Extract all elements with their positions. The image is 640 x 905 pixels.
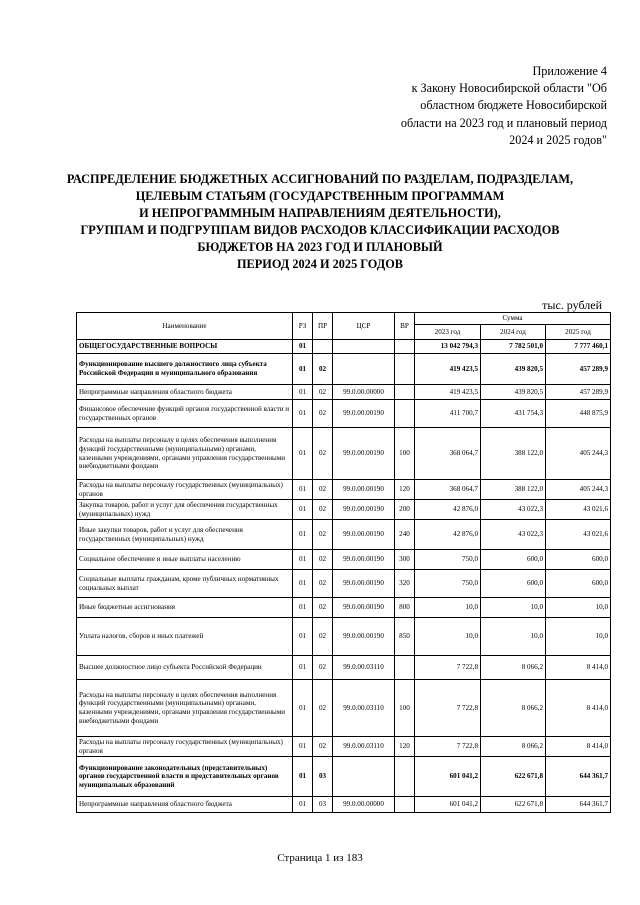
title-line: ГРУППАМ И ПОДГРУППАМ ВИДОВ РАСХОДОВ КЛАССИФИКАЦИИ РАСХОДОВ — [80, 223, 560, 238]
row-vr-cell: 200 — [395, 500, 415, 520]
row-rz-cell: 01 — [293, 656, 313, 680]
row-pr-cell: 02 — [313, 737, 333, 757]
row-vr-cell: 120 — [395, 737, 415, 757]
row-2025-cell: 457 289,9 — [546, 385, 611, 400]
row-2025-cell: 600,0 — [546, 570, 611, 598]
row-2023-cell: 601 041,2 — [415, 757, 481, 797]
row-name-cell: Социальные выплаты гражданам, кроме публичных нормативных социальных выплат — [77, 570, 293, 598]
table-row — [77, 480, 611, 500]
row-pr-cell: 02 — [313, 400, 333, 428]
row-pr-cell: 03 — [313, 797, 333, 813]
row-rz-cell: 01 — [293, 500, 313, 520]
annex-caption — [347, 63, 607, 149]
row-vr-cell — [395, 354, 415, 385]
row-2023-cell: 601 041,2 — [415, 797, 481, 813]
row-rz-cell: 01 — [293, 428, 313, 480]
header-name: Наименование — [77, 313, 293, 340]
row-vr-cell: 120 — [395, 480, 415, 500]
row-csr-cell: 99.0.00.00190 — [333, 400, 395, 428]
row-rz-cell: 01 — [293, 340, 313, 354]
row-name-cell: Расходы на выплаты персоналу в целях обеспечения выполнения функций государственными (муниципальными) органами, казенными учреждениями, органами управления государственными внебюджетными фондами — [77, 428, 293, 480]
row-2024-cell: 7 782 501,0 — [481, 340, 546, 354]
row-vr-cell: 850 — [395, 618, 415, 656]
row-2023-cell: 368 064,7 — [415, 428, 481, 480]
row-2025-cell: 43 021,6 — [546, 500, 611, 520]
row-vr-cell: 100 — [395, 680, 415, 737]
row-2025-cell: 448 875,9 — [546, 400, 611, 428]
row-vr-cell — [395, 400, 415, 428]
document-title — [40, 171, 600, 274]
row-vr-cell — [395, 340, 415, 354]
annex-line: 2024 и 2025 годов" — [509, 132, 607, 147]
row-2023-cell: 42 876,0 — [415, 520, 481, 550]
row-csr-cell — [333, 354, 395, 385]
row-csr-cell — [333, 340, 395, 354]
row-2023-cell: 7 722,8 — [415, 737, 481, 757]
row-name-cell: Функционирование высшего должностного лица субъекта Российской Федерации и муниципального образования — [77, 354, 293, 385]
row-name-cell: Функционирование законодательных (представительных) органов государственной власти и представительных органов муниципальных образований — [77, 757, 293, 797]
annex-line: областном бюджете Новосибирской — [420, 98, 607, 113]
row-rz-cell: 01 — [293, 797, 313, 813]
row-2025-cell: 10,0 — [546, 618, 611, 656]
row-2023-cell: 750,0 — [415, 570, 481, 598]
title-line: РАСПРЕДЕЛЕНИЕ БЮДЖЕТНЫХ АССИГНОВАНИЙ ПО РАЗДЕЛАМ, ПОДРАЗДЕЛАМ, — [66, 172, 574, 186]
row-2023-cell: 10,0 — [415, 598, 481, 618]
table-row — [77, 385, 611, 400]
page-footer: Страница 1 из 183 — [277, 852, 363, 864]
row-2024-cell: 10,0 — [481, 598, 546, 618]
row-2024-cell: 43 022,3 — [481, 500, 546, 520]
row-pr-cell: 02 — [313, 656, 333, 680]
row-vr-cell: 300 — [395, 550, 415, 570]
title-line: И НЕПРОГРАММНЫМ НАПРАВЛЕНИЯМ ДЕЯТЕЛЬНОСТИ), — [139, 206, 501, 221]
row-2025-cell: 405 244,3 — [546, 480, 611, 500]
row-csr-cell: 99.0.00.00000 — [333, 385, 395, 400]
row-pr-cell: 02 — [313, 680, 333, 737]
row-csr-cell: 99.0.00.00190 — [333, 428, 395, 480]
table-row — [77, 737, 611, 757]
table-row — [77, 797, 611, 813]
table-row — [77, 757, 611, 797]
row-name-cell: Расходы на выплаты персоналу в целях обеспечения выполнения функций государственными (муниципальными) органами, казенными учреждениями, органами управления государственными внебюджетными фондами — [77, 680, 293, 737]
row-2024-cell: 43 022,3 — [481, 520, 546, 550]
header-sum: Сумма — [415, 313, 611, 325]
row-2025-cell: 457 289,9 — [546, 354, 611, 385]
row-pr-cell: 02 — [313, 480, 333, 500]
budget-table — [76, 312, 611, 813]
table-row — [77, 570, 611, 598]
header-2025: 2025 год — [546, 325, 611, 340]
table-row — [77, 354, 611, 385]
row-csr-cell: 99.0.00.00190 — [333, 500, 395, 520]
header-2024: 2024 год — [481, 325, 546, 340]
table-row — [77, 340, 611, 354]
row-pr-cell: 02 — [313, 618, 333, 656]
title-line: ПЕРИОД 2024 И 2025 ГОДОВ — [236, 257, 403, 272]
row-pr-cell: 02 — [313, 500, 333, 520]
row-name-cell: Непрограммные направления областного бюджета — [77, 385, 293, 400]
row-vr-cell — [395, 757, 415, 797]
row-pr-cell: 02 — [313, 428, 333, 480]
row-2025-cell: 644 361,7 — [546, 797, 611, 813]
row-rz-cell: 01 — [293, 737, 313, 757]
row-vr-cell — [395, 656, 415, 680]
row-vr-cell: 800 — [395, 598, 415, 618]
row-2025-cell: 644 361,7 — [546, 757, 611, 797]
table-row — [77, 656, 611, 680]
row-vr-cell — [395, 385, 415, 400]
row-rz-cell: 01 — [293, 520, 313, 550]
row-pr-cell: 02 — [313, 354, 333, 385]
row-csr-cell: 99.0.00.00190 — [333, 550, 395, 570]
row-2024-cell: 622 671,8 — [481, 757, 546, 797]
header-pr: ПР — [313, 313, 333, 340]
row-2025-cell: 43 021,6 — [546, 520, 611, 550]
row-pr-cell — [313, 340, 333, 354]
row-2024-cell: 8 066,2 — [481, 656, 546, 680]
row-name-cell: Иные закупки товаров, работ и услуг для обеспечения государственных (муниципальных) нужд — [77, 520, 293, 550]
row-rz-cell: 01 — [293, 400, 313, 428]
row-rz-cell: 01 — [293, 618, 313, 656]
row-2025-cell: 10,0 — [546, 598, 611, 618]
table-row — [77, 520, 611, 550]
title-line: БЮДЖЕТОВ НА 2023 ГОД И ПЛАНОВЫЙ — [197, 240, 443, 255]
row-name-cell: Закупка товаров, работ и услуг для обеспечения государственных (муниципальных) нужд — [77, 500, 293, 520]
row-2025-cell: 600,0 — [546, 550, 611, 570]
row-2023-cell: 42 876,0 — [415, 500, 481, 520]
title-line: ЦЕЛЕВЫМ СТАТЬЯМ (ГОСУДАРСТВЕННЫМ ПРОГРАММАМ — [135, 189, 505, 204]
row-2023-cell: 7 722,8 — [415, 656, 481, 680]
table-row — [77, 400, 611, 428]
header-rz: РЗ — [293, 313, 313, 340]
row-2023-cell: 419 423,5 — [415, 385, 481, 400]
row-pr-cell: 02 — [313, 570, 333, 598]
row-vr-cell: 320 — [395, 570, 415, 598]
row-2025-cell: 8 414,0 — [546, 656, 611, 680]
row-2024-cell: 622 671,8 — [481, 797, 546, 813]
row-pr-cell: 03 — [313, 757, 333, 797]
row-pr-cell: 02 — [313, 550, 333, 570]
row-2024-cell: 10,0 — [481, 618, 546, 656]
row-2024-cell: 8 066,2 — [481, 680, 546, 737]
row-csr-cell: 99.0.00.03110 — [333, 680, 395, 737]
row-2023-cell: 10,0 — [415, 618, 481, 656]
row-2024-cell: 388 122,0 — [481, 428, 546, 480]
row-2023-cell: 411 700,7 — [415, 400, 481, 428]
row-rz-cell: 01 — [293, 480, 313, 500]
annex-line: к Закону Новосибирской области "Об — [411, 81, 607, 96]
table-row — [77, 550, 611, 570]
header-csr: ЦСР — [333, 313, 395, 340]
row-csr-cell: 99.0.00.00190 — [333, 598, 395, 618]
row-csr-cell: 99.0.00.00190 — [333, 570, 395, 598]
table-body — [77, 340, 611, 813]
row-rz-cell: 01 — [293, 354, 313, 385]
row-csr-cell: 99.0.00.00190 — [333, 480, 395, 500]
row-rz-cell: 01 — [293, 680, 313, 737]
row-csr-cell: 99.0.00.03110 — [333, 737, 395, 757]
row-2025-cell: 405 244,3 — [546, 428, 611, 480]
row-vr-cell: 240 — [395, 520, 415, 550]
row-name-cell: Расходы на выплаты персоналу государственных (муниципальных) органов — [77, 480, 293, 500]
row-csr-cell: 99.0.00.00190 — [333, 520, 395, 550]
header-2023: 2023 год — [415, 325, 481, 340]
table-row — [77, 500, 611, 520]
row-name-cell: ОБЩЕГОСУДАРСТВЕННЫЕ ВОПРОСЫ — [77, 340, 293, 354]
row-pr-cell: 02 — [313, 598, 333, 618]
row-2023-cell: 368 064,7 — [415, 480, 481, 500]
row-2024-cell: 439 820,5 — [481, 354, 546, 385]
table-row — [77, 680, 611, 737]
row-2024-cell: 600,0 — [481, 550, 546, 570]
row-2024-cell: 431 754,3 — [481, 400, 546, 428]
table-row — [77, 618, 611, 656]
annex-line: области на 2023 год и плановый период — [400, 115, 607, 130]
row-2024-cell: 8 066,2 — [481, 737, 546, 757]
table-row — [77, 428, 611, 480]
row-name-cell: Социальное обеспечение и иные выплаты населению — [77, 550, 293, 570]
row-rz-cell: 01 — [293, 385, 313, 400]
row-2023-cell: 7 722,8 — [415, 680, 481, 737]
row-csr-cell: 99.0.00.03110 — [333, 656, 395, 680]
row-2023-cell: 750,0 — [415, 550, 481, 570]
row-name-cell: Высшее должностное лицо субъекта Российской Федерации — [77, 656, 293, 680]
row-2025-cell: 7 777 460,1 — [546, 340, 611, 354]
row-rz-cell: 01 — [293, 570, 313, 598]
annex-line: Приложение 4 — [532, 64, 607, 78]
units-label: тыс. рублей — [542, 298, 602, 312]
row-name-cell: Уплата налогов, сборов и иных платежей — [77, 618, 293, 656]
row-name-cell: Расходы на выплаты персоналу государственных (муниципальных) органов — [77, 737, 293, 757]
row-2024-cell: 439 820,5 — [481, 385, 546, 400]
row-name-cell: Непрограммные направления областного бюджета — [77, 797, 293, 813]
row-csr-cell — [333, 757, 395, 797]
row-2025-cell: 8 414,0 — [546, 680, 611, 737]
row-vr-cell: 100 — [395, 428, 415, 480]
row-rz-cell: 01 — [293, 550, 313, 570]
table-row — [77, 598, 611, 618]
row-pr-cell: 02 — [313, 520, 333, 550]
row-name-cell: Финансовое обеспечение функций органов государственной власти и государственных органов — [77, 400, 293, 428]
row-2023-cell: 419 423,5 — [415, 354, 481, 385]
row-csr-cell: 99.0.00.00000 — [333, 797, 395, 813]
row-2024-cell: 600,0 — [481, 570, 546, 598]
row-2024-cell: 388 122,0 — [481, 480, 546, 500]
header-vr: ВР — [395, 313, 415, 340]
row-rz-cell: 01 — [293, 598, 313, 618]
row-vr-cell — [395, 797, 415, 813]
row-rz-cell: 01 — [293, 757, 313, 797]
row-pr-cell: 02 — [313, 385, 333, 400]
row-2023-cell: 13 042 794,3 — [415, 340, 481, 354]
row-2025-cell: 8 414,0 — [546, 737, 611, 757]
row-name-cell: Иные бюджетные ассигнования — [77, 598, 293, 618]
row-csr-cell: 99.0.00.00190 — [333, 618, 395, 656]
